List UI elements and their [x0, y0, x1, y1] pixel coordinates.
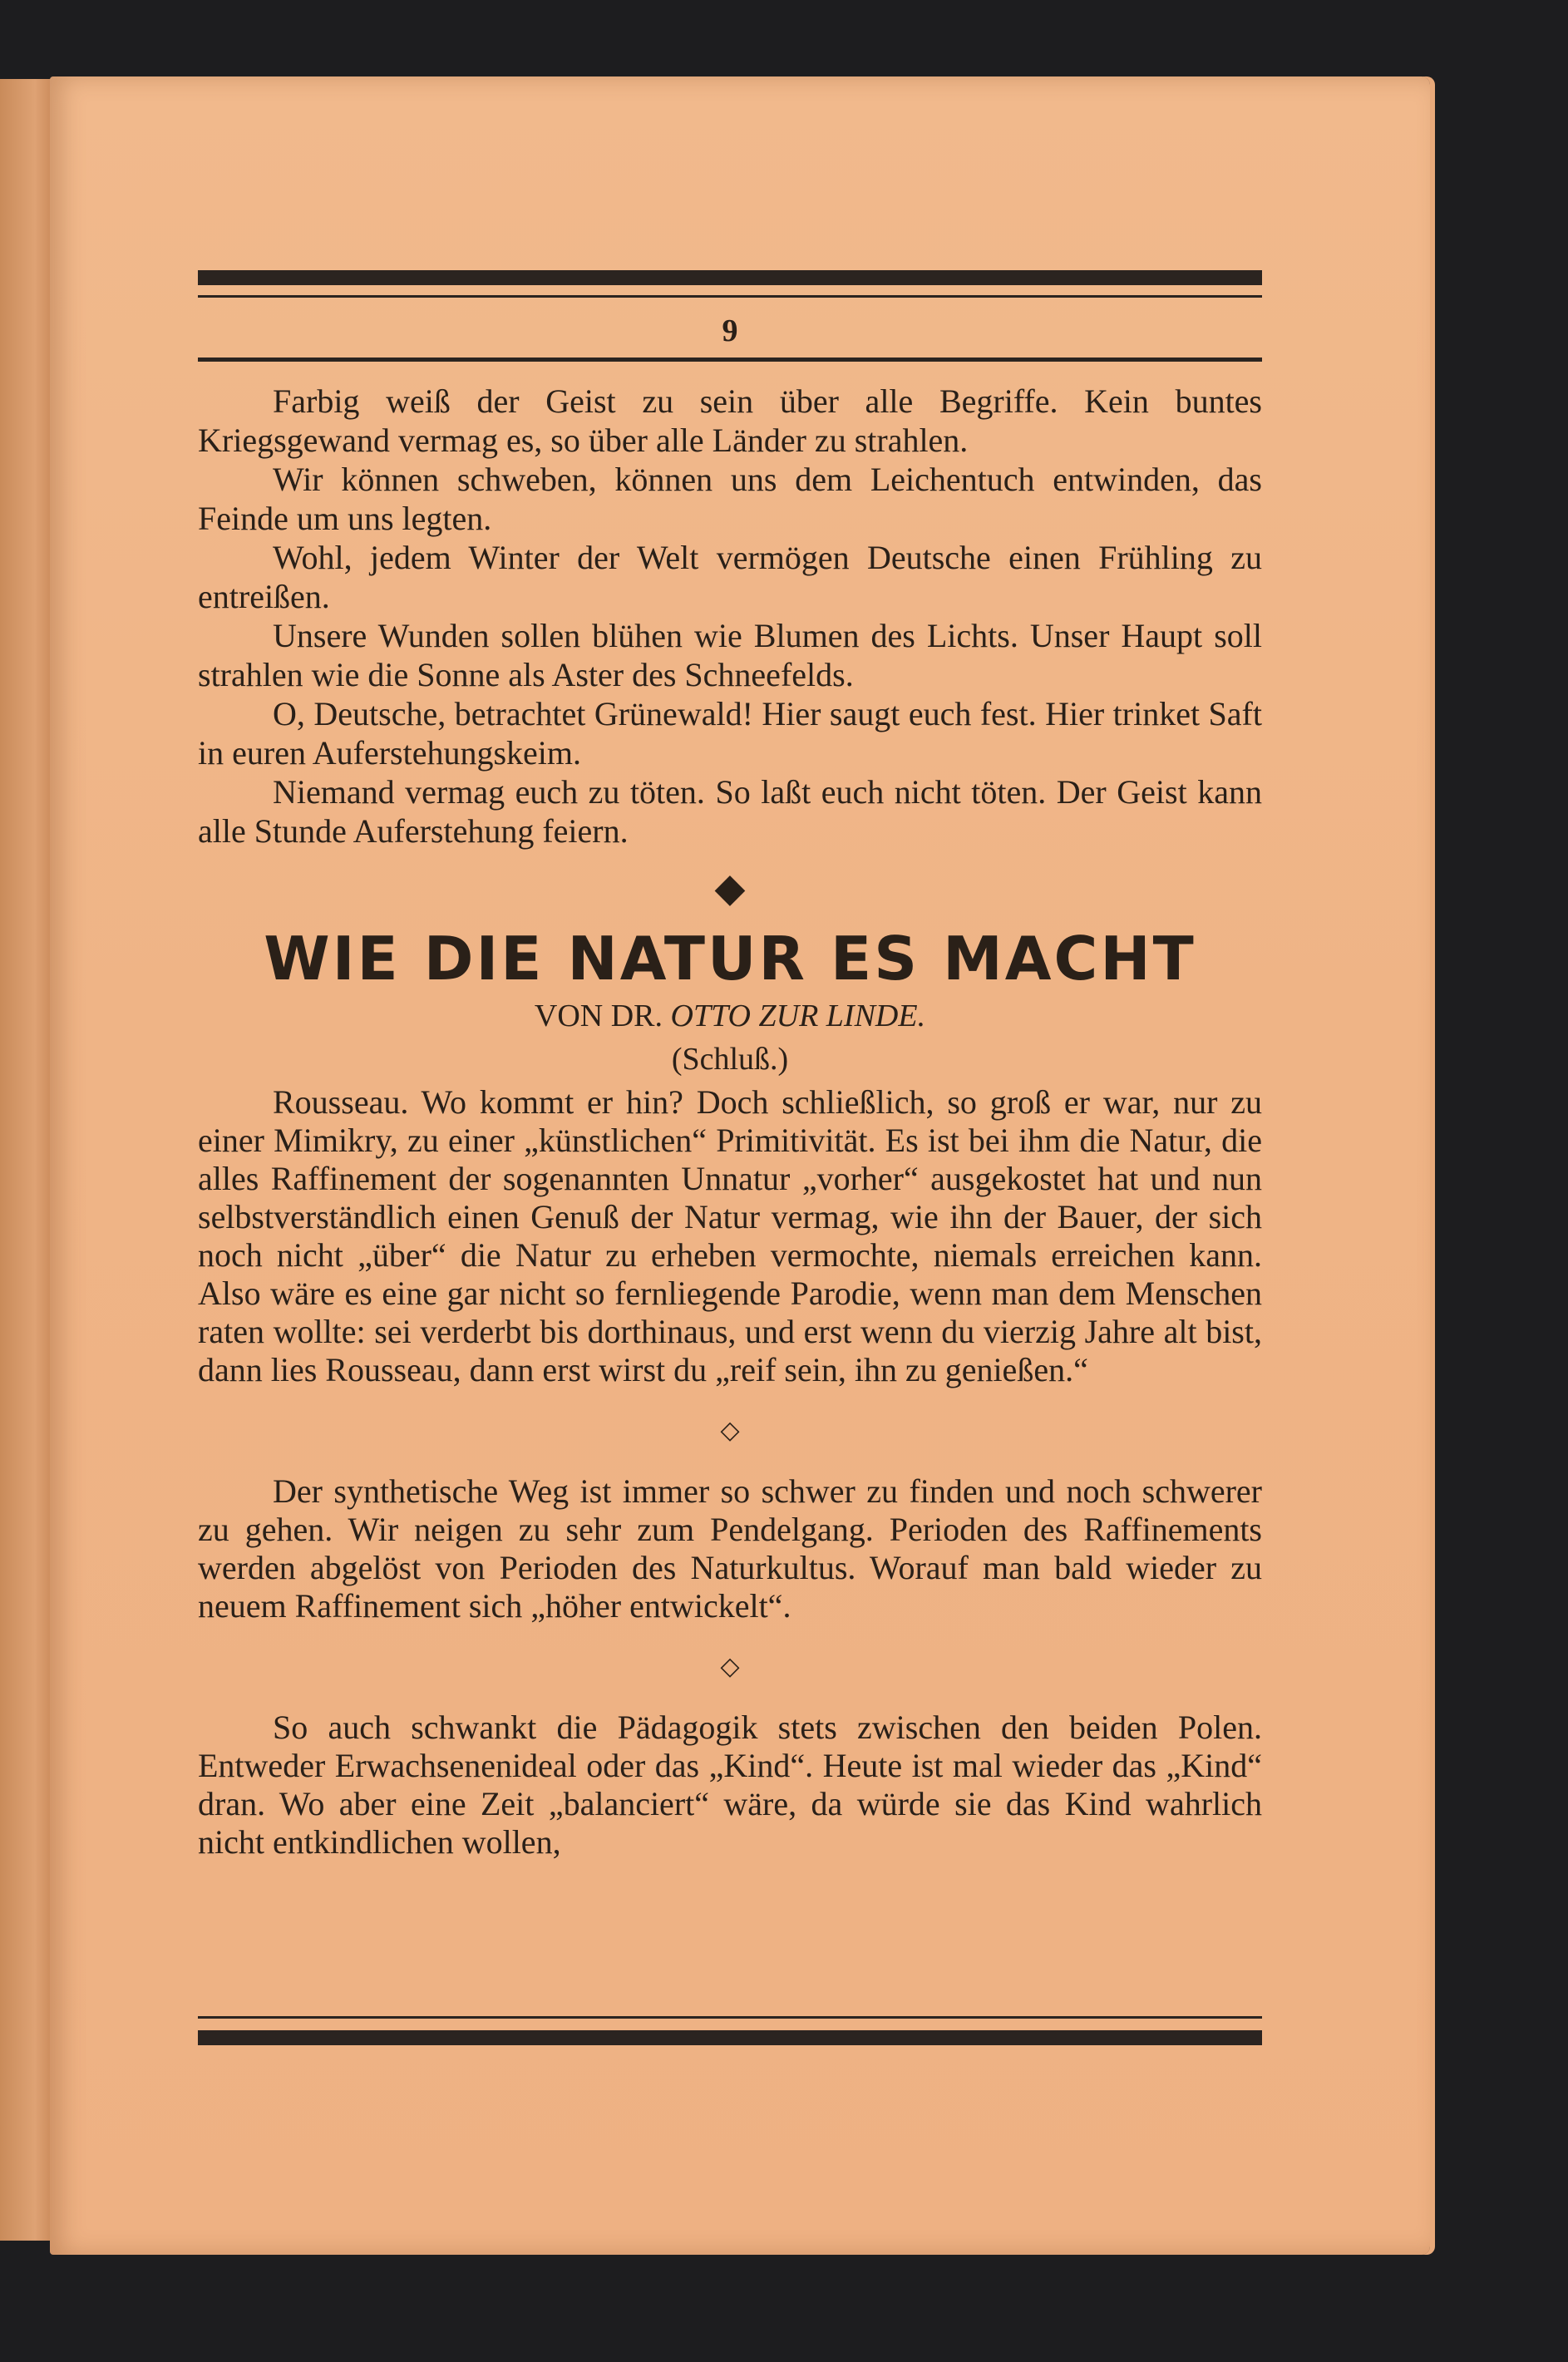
poem-paragraph: Niemand vermag euch zu töten. So laßt euch nicht töten. Der Geist kann alle Stunde Auferstehung feiern.	[198, 773, 1262, 850]
poem-paragraph: Wir können schweben, können uns dem Leichentuch entwinden, das Feinde um uns legten.	[198, 461, 1262, 537]
poem-paragraph: Wohl, jedem Winter der Welt vermögen Deutsche einen Frühling zu entreißen.	[198, 539, 1262, 615]
article-paragraph: Rousseau. Wo kommt er hin? Doch schließlich, so groß er war, nur zu einer Mimikry, zu einer „künstlichen“ Primitivität. Es ist bei ihm die Natur, die alles Raffinement der sogenannten Unnatur „vorher“ ausgekostet hat und nun selbstverständlich einen Genuß der Natur vermag, wie ihn der Bauer, der sich noch nicht „über“ die Natur zu erheben vermochte, niemals erreichen kann. Also wäre es eine gar nicht so fernliegende Parodie, wenn man dem Menschen raten wollte: sei verderbt bis dorthinaus, und erst wenn du vierzig Jahre alt bist, dann lies Rousseau, dann erst wirst du „reif sein, ihn zu genießen.“	[198, 1083, 1262, 1388]
header-rules	[198, 270, 1262, 298]
footer-rules	[198, 2016, 1262, 2045]
header-thin-rule	[198, 295, 1262, 298]
article-subtitle: (Schluß.)	[671, 1042, 789, 1077]
diamond-ornament-icon: ◆	[714, 866, 746, 910]
byline-prefix: VON DR.	[534, 999, 663, 1033]
page-number-rule	[198, 358, 1262, 362]
article-paragraph: Der synthetische Weg ist immer so schwer zu finden und noch schwerer zu gehen. Wir neigen zu sehr zum Pendelgang. Perioden des Raffinements werden abgelöst von Perioden des Naturkultus. Worauf man bald wieder zu neuem Raffinement sich „höher entwickelt“.	[198, 1472, 1262, 1625]
article-paragraph: So auch schwankt die Pädagogik stets zwischen den beiden Polen. Entweder Erwachsenenideal oder das „Kind“. Heute ist mal wieder das „Kind“ dran. Wo aber eine Zeit „balanciert“ wäre, da würde sie das Kind wahrlich nicht entkindlichen wollen,	[198, 1709, 1262, 1861]
section-break-icon: ◇	[720, 1653, 740, 1680]
author-name: OTTO ZUR LINDE.	[670, 999, 926, 1033]
footer-thick-rule	[198, 2030, 1262, 2045]
poem-text	[198, 382, 1262, 851]
section-break-icon: ◇	[720, 1417, 740, 1444]
footer-thin-rule	[198, 2016, 1262, 2019]
page-number: 9	[722, 313, 738, 348]
article-body	[198, 1083, 1262, 1861]
article-title: WIE DIE NATUR ES MACHT	[264, 924, 1196, 994]
poem-paragraph: O, Deutsche, betrachtet Grünewald! Hier saugt euch fest. Hier trinket Saft in euren Auferstehungskeim.	[198, 695, 1262, 772]
byline	[198, 995, 1262, 1037]
header-thick-rule	[198, 270, 1262, 285]
poem-paragraph: Farbig weiß der Geist zu sein über alle Begriffe. Kein buntes Kriegsgewand vermag es, so über alle Länder zu strahlen.	[198, 382, 1262, 459]
page-content	[198, 270, 1262, 1861]
poem-paragraph: Unsere Wunden sollen blühen wie Blumen des Lichts. Unser Haupt soll strahlen wie die Sonne als Aster des Schneefelds.	[198, 617, 1262, 693]
